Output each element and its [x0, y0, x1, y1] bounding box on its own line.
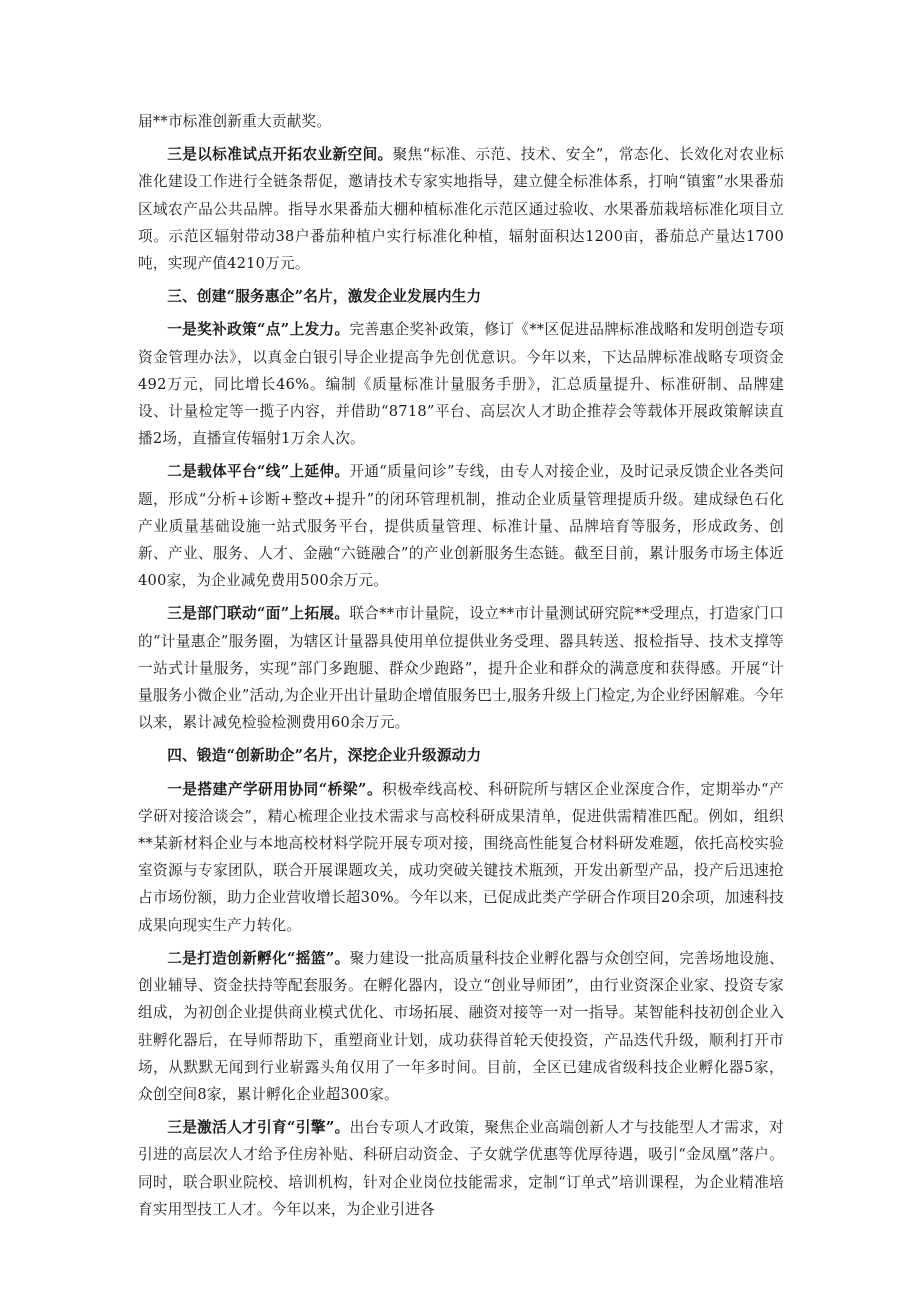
paragraph-talent	[138, 1114, 784, 1223]
section-heading-innovation	[138, 742, 784, 769]
paragraph-lead: 三是以标准试点开拓农业新空间。	[167, 146, 393, 164]
paragraph-lead: 一是奖补政策“点”上发力。	[167, 321, 350, 339]
document-body	[138, 108, 784, 1229]
paragraph-text: 积极牵线高校、科研院所与辖区企业深度合作，定期举办“产学研对接洽谈会”，精心梳理企业技术需求与高校科研成果清单，促进供需精准匹配。例如，组织**某新材料企业与本地高校材料学院开展专项对接，围绕高性能复合材料研发难题，依托高校实验室资源与专家团队，联合开展课题攻关，成功突破关键技术瓶颈，开发出新型产品，投产后迅速抢占市场份额，助力企业营收增长超30%。今年以来，已促成此类产学研合作项目20余项，加速科技成果向现实生产力转化。	[138, 780, 785, 934]
paragraph-platform	[138, 458, 784, 594]
section-heading-text: 三、创建“服务惠企”名片，激发企业发展内生力	[167, 288, 482, 306]
section-heading-text: 四、锻造“创新助企”名片，深挖企业升级源动力	[167, 747, 482, 765]
paragraph-text: 完善惠企奖补政策，修订《**区促进品牌标准战略和发明创造专项资金管理办法》，以真金白银引导企业提高争先创优意识。今年以来，下达品牌标准战略专项资金492万元，同比增长46%。编制《质量标准计量服务手册》，汇总质量提升、标准研制、品牌建设、计量检定等一揽子内容，并借助“8718”平台、高层次人才助企推荐会等载体开展政策解读直播2场，直播宣传辐射1万余人次。	[138, 321, 784, 448]
paragraph-policy	[138, 316, 784, 452]
paragraph-lead: 三是激活人才引育“引擎”。	[167, 1119, 350, 1137]
paragraph-lead: 三是部门联动“面”上拓展。	[167, 605, 350, 623]
paragraph-lead: 一是搭建产学研用协同“桥梁”。	[167, 780, 383, 798]
paragraph-text: 聚焦“标准、示范、技术、安全”，常态化、长效化对农业标准化建设工作进行全链条帮促，邀请技术专家实地指导，建立健全标准体系，打响“镇蜜”水果番茄区域农产品公共品牌。指导水果番茄大棚种植标准化示范区通过验收、水果番茄栽培标准化项目立项。示范区辐射带动38户番茄种植户实行标准化种植，辐射面积达1200亩，番茄总产量达1700吨，实现产值4210万元。	[138, 146, 784, 273]
paragraph-text: 届**市标准创新重大贡献奖。	[138, 113, 332, 130]
section-heading-service	[138, 283, 784, 310]
paragraph-text: 聚力建设一批高质量科技企业孵化器与众创空间，完善场地设施、创业辅导、资金扶持等配套服务。在孵化器内，设立“创业导师团”，由行业资深企业家、投资专家组成，为初创企业提供商业模式优化、市场拓展、融资对接等一对一指导。某智能科技初创企业入驻孵化器后，在导师帮助下，重塑商业计划，成功获得首轮天使投资，产品迭代升级，顺利打开市场，从默默无闻到行业崭露头角仅用了一年多时间。目前，全区已建成省级科技企业孵化器5家，众创空间8家，累计孵化企业超300家。	[138, 949, 784, 1103]
paragraph-linkage	[138, 600, 784, 736]
paragraph-text: 联合**市计量院，设立**市计量测试研究院**受理点，打造家门口的“计量惠企”服务圈，为辖区计量器具使用单位提供业务受理、器具转送、报检指导、技术支撑等一站式计量服务，实现“部门多跑腿、群众少跑路”，提升企业和群众的满意度和获得感。开展“计量服务小微企业”活动,为企业开出计量助企增值服务巴士,服务升级上门检定,为企业纾困解难。今年以来，累计减免检验检测费用60余万元。	[138, 605, 784, 732]
paragraph-agriculture-standard	[138, 141, 784, 277]
paragraph-text: 出台专项人才政策，聚焦企业高端创新人才与技能型人才需求，对引进的高层次人才给予住房补贴、科研启动资金、子女就学优惠等优厚待遇，吸引“金凤凰”落户。同时，联合职业院校、培训机构，针对企业岗位技能需求，定制“订单式”培训课程，为企业精准培育实用型技工人才。今年以来，为企业引进各	[138, 1119, 784, 1218]
paragraph-text: 开通“质量问诊”专线，由专人对接企业，及时记录反馈企业各类问题，形成“分析+诊断+整改+提升”的闭环管理机制，推动企业质量管理提质升级。建成绿色石化产业质量基础设施一站式服务平台，提供质量管理、标准计量、品牌培育等服务，形成政务、创新、产业、服务、人才、金融“六链融合”的产业创新服务生态链。截至目前，累计服务市场主体近400家，为企业减免费用500余万元。	[138, 463, 784, 590]
paragraph-lead: 二是打造创新孵化“摇篮”。	[167, 949, 350, 967]
paragraph-continuation	[138, 108, 784, 135]
paragraph-bridge	[138, 776, 784, 939]
paragraph-incubator	[138, 945, 784, 1108]
paragraph-lead: 二是载体平台“线”上延伸。	[167, 463, 350, 481]
